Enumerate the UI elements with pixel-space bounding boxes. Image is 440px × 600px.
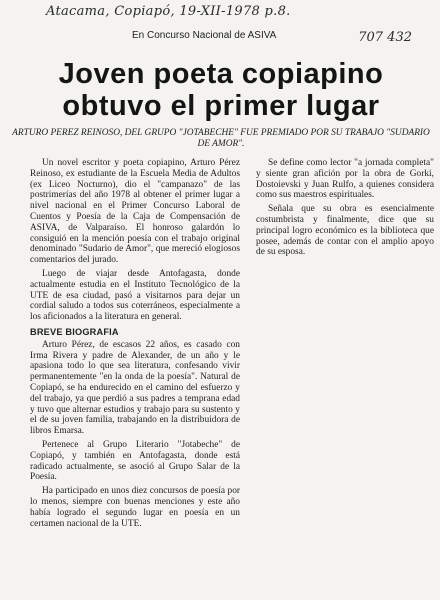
article-left-column	[30, 158, 240, 532]
body-paragraph: Se define como lector "a jornada completa" y siente gran afición por la obra de Gorki, Dostoievski y Juan Rulfo, a quienes considera como sus maestros espirituales.	[256, 158, 434, 201]
body-paragraph: Luego de viajar desde Antofagasta, donde actualmente estudia en el Instituto Tecnológico de la UTE de esa ciudad, pasó a visitarnos para dejar un cordial saludo a todos sus coterráneos, especialmente a los aficionados a la literatura en general.	[30, 268, 240, 323]
handwritten-archive-code: 707 432	[358, 30, 412, 45]
article-subhead: ARTURO PEREZ REINOSO, DEL GRUPO "JOTABECHE" FUE PREMIADO POR SU TRABAJO "SUDARIO DE AMOR".	[12, 128, 430, 149]
article-headline: Joven poeta copiapino obtuvo el primer lugar	[58, 58, 384, 122]
bio-paragraph: Arturo Pérez, de escasos 22 años, es casado con Irma Rivera y padre de Alexander, de un año y le apasiona todo lo que sea literatura, confesando vivir permanentemente "en la onda de la poesía". Natural de Copiapó, se ha endurecido en el camino del esfuerzo y del trabajo, ya que perdió a sus padres a temprana edad y tuvo que alternar estudios y trabajo para su sustento y el de su joven familia, trabajando en la distribuidora de libros Emarsa.	[30, 339, 240, 437]
body-paragraph: Un novel escritor y poeta copiapino, Arturo Pérez Reinoso, ex estudiante de la Escuela Media de Adultos (ex Liceo Nocturno), dio el "campanazo" de las postrimerías del año 1978 al obtener el primer lugar a nivel nacional en el Primer Concurso Laboral de Cuentos y Poesía de la Caja de Compensación de ASIVA, de Valparaíso. El honroso galardón lo consiguió en la mención poesía con el trabajo original denominado "Sudario de Amor", que mereció elogiosos comentarios del jurado.	[30, 158, 240, 266]
article-right-column	[256, 158, 434, 261]
body-paragraph: Señala que su obra es esencialmente costumbrista y finalmente, dice que su principal logro económico es la biblioteca que posee, además de contar con el amplio apoyo de su esposa.	[256, 204, 434, 258]
section-title-biografia: BREVE BIOGRAFIA	[30, 326, 119, 337]
article-kicker: En Concurso Nacional de ASIVA	[132, 30, 277, 41]
bio-paragraph: Pertenece al Grupo Literario "Jotabeche" de Copiapó, y también en Antofagasta, donde está radicado actualmente, se asoció al Grupo Salar de la Poesía.	[30, 439, 240, 483]
handwritten-source-note: Atacama, Copiapó, 19-XII-1978 p.8.	[46, 4, 291, 19]
bio-paragraph: Ha participado en unos diez concursos de poesía por lo menos, siempre con buenas menciones y este año había logrado el segundo lugar en poesía en un certamen nacional de la UTE.	[30, 486, 240, 529]
